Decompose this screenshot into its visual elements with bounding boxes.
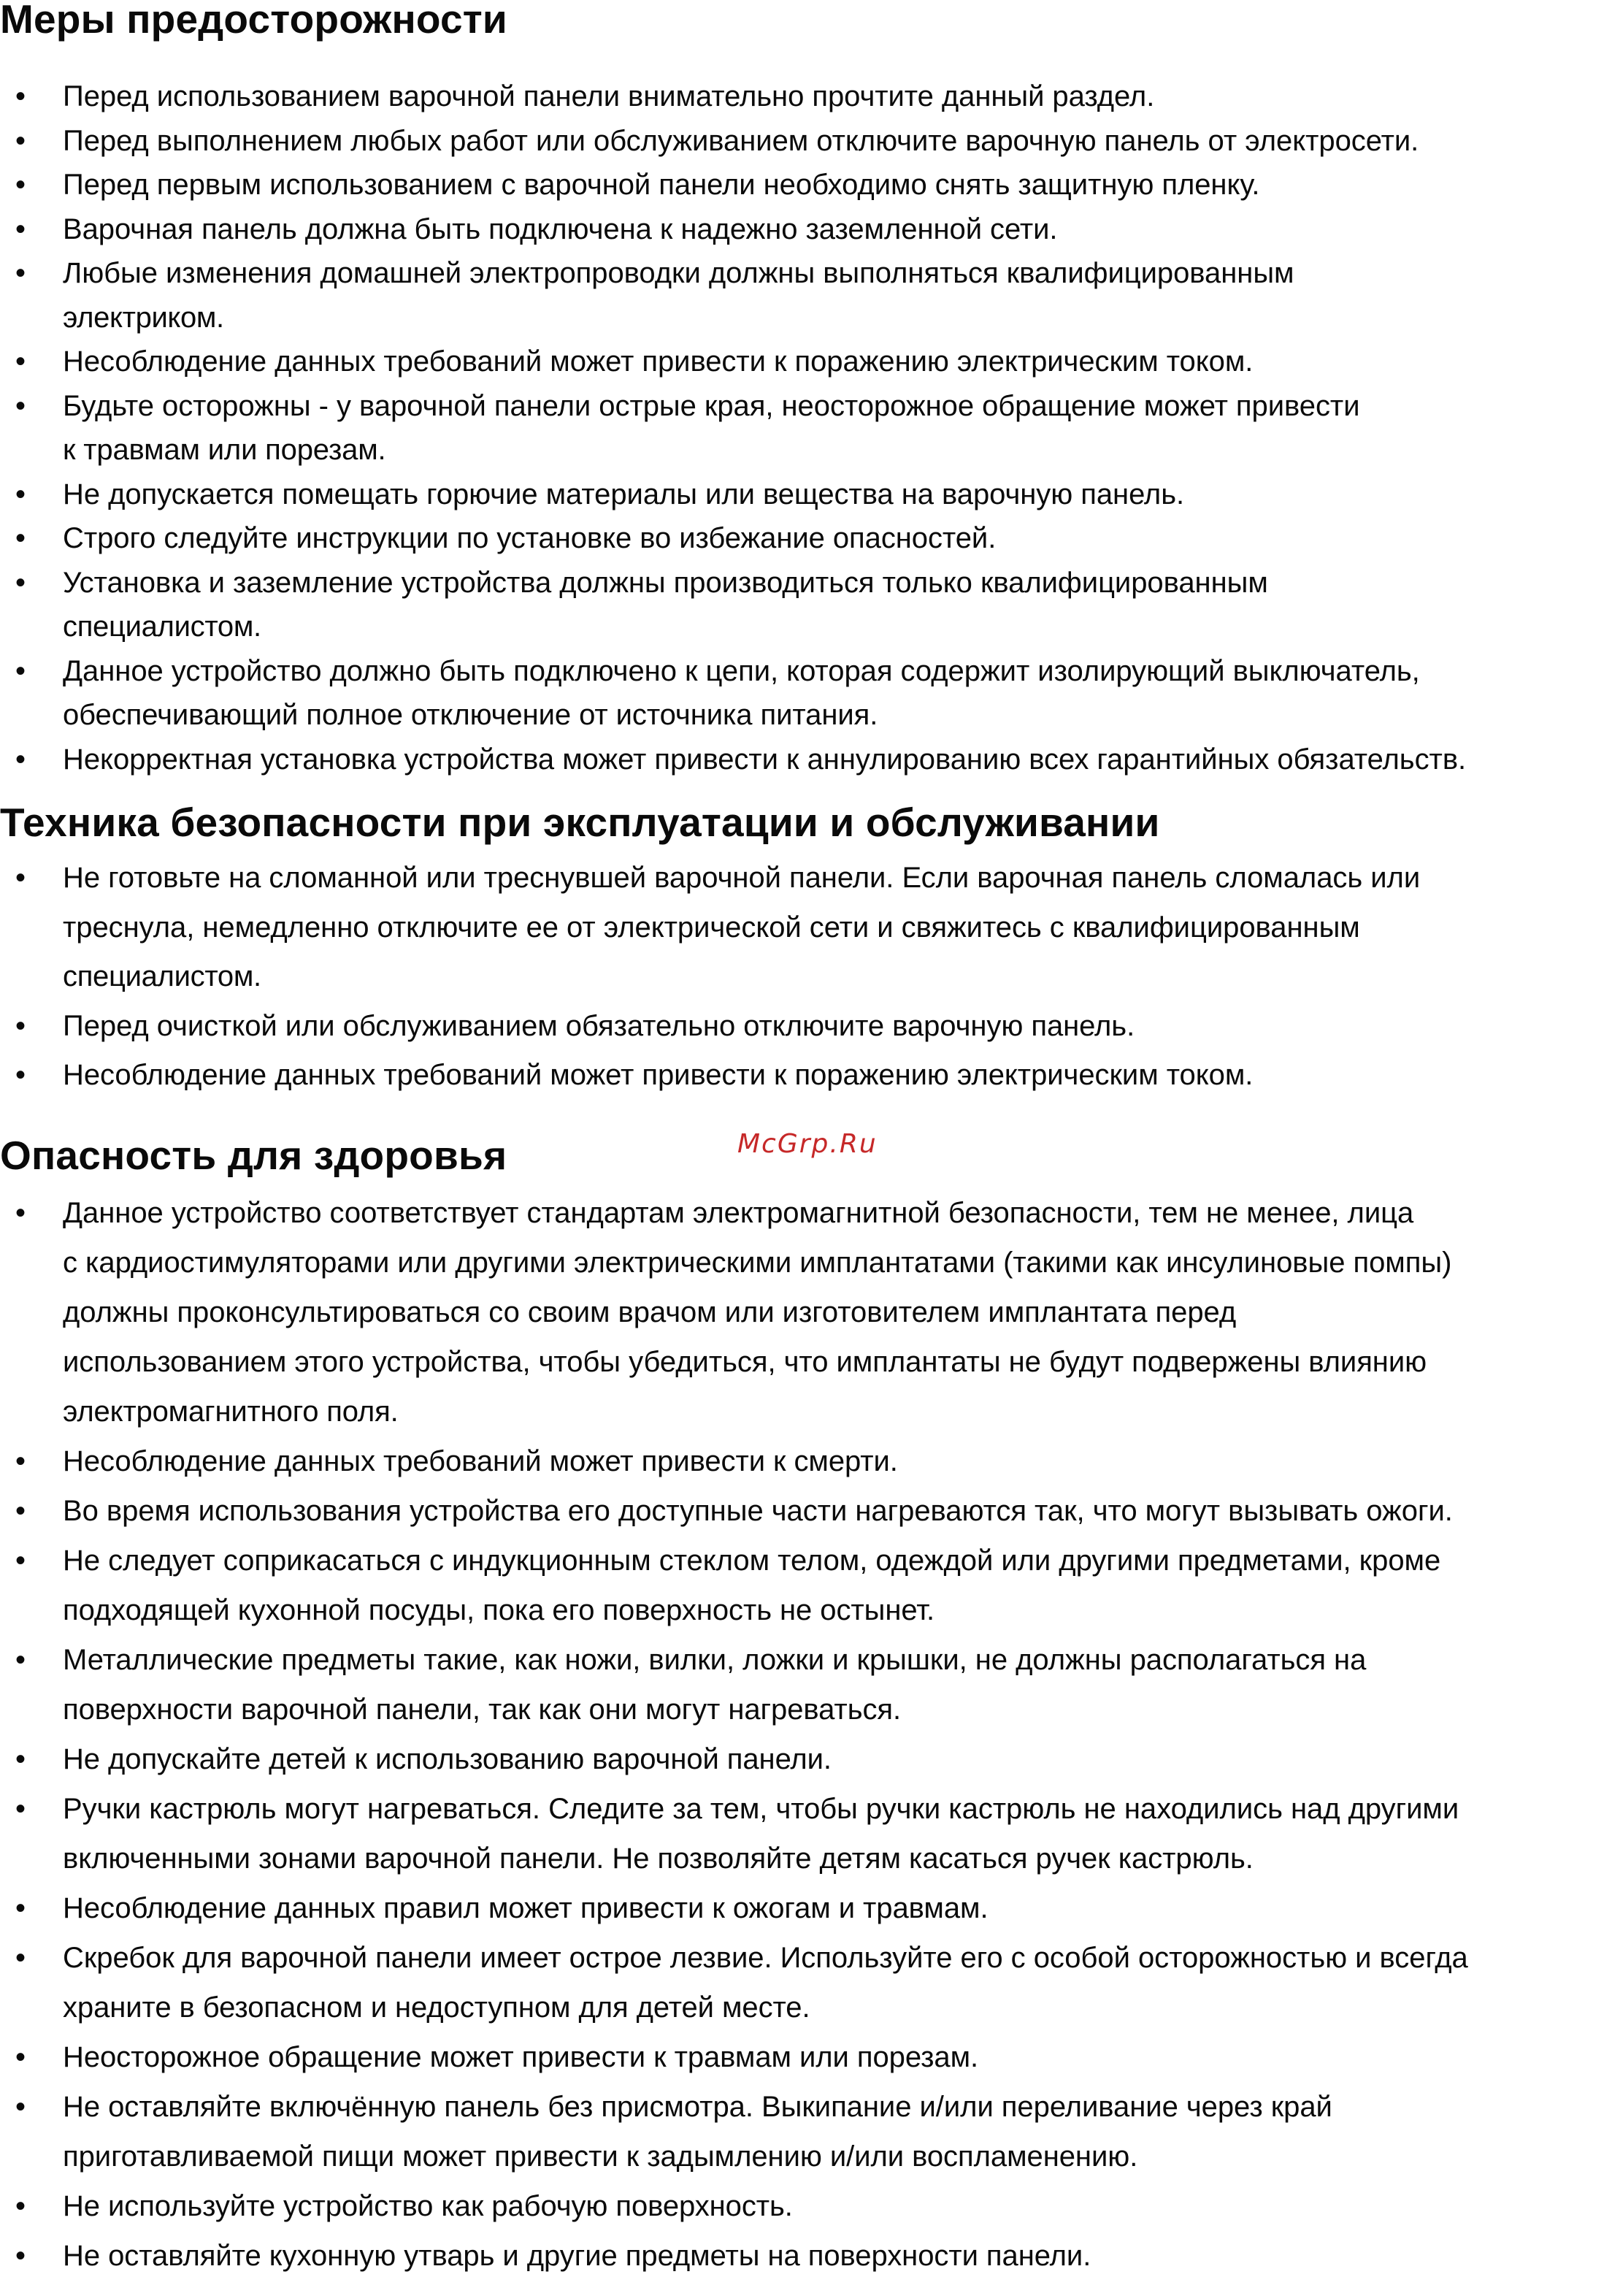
list-item: [0, 649, 1612, 738]
list-item: [0, 1002, 1612, 1052]
list-item-text: поверхности варочной панели, так как они могут нагреваться.: [63, 1694, 902, 1726]
bullet-list: [0, 854, 1612, 1101]
list-item-text: храните в безопасном и недоступном для детей месте.: [63, 1991, 810, 2024]
section-operation-safety: [0, 799, 1612, 1101]
bullet-icon: •: [15, 1793, 26, 1825]
list-item-text: Неосторожное обращение может привести к травмам или порезам.: [63, 2041, 979, 2073]
bullet-icon: •: [15, 1059, 26, 1091]
list-item-text: к травмам или порезам.: [63, 434, 386, 466]
list-item-text: Любые изменения домашней электропроводки должны выполняться квалифицированным: [63, 257, 1294, 289]
section-health-hazard: [0, 1132, 1612, 2281]
list-item-text: Металлические предметы такие, как ножи, вилки, ложки и крышки, не должны располагаться на: [63, 1644, 1367, 1676]
bullet-icon: •: [15, 654, 26, 687]
list-item: [0, 2231, 1612, 2281]
list-item-text: Несоблюдение данных правил может привести к ожогам и травмам.: [63, 1892, 989, 1924]
list-item-text: Перед первым использованием с варочной панели необходимо снять защитную пленку.: [63, 169, 1260, 201]
watermark-text: McGrp.Ru: [737, 1129, 878, 1159]
bullet-icon: •: [15, 2190, 26, 2222]
section-heading: Опасность для здоровья: [0, 1133, 507, 1178]
bullet-icon: •: [15, 522, 26, 554]
list-item: [0, 1536, 1612, 1635]
list-item-text: электриком.: [63, 301, 224, 334]
list-item-text: с кардиостимуляторами или другими электрическими имплантатами (такими как инсулиновые помпы): [63, 1247, 1452, 1279]
bullet-icon: •: [15, 1197, 26, 1229]
section-heading: Меры предосторожности: [0, 0, 507, 42]
list-item: [0, 516, 1612, 561]
list-item: [0, 1486, 1612, 1536]
list-item-text: Не оставляйте включённую панель без присмотра. Выкипание и/или переливание через край: [63, 2091, 1332, 2123]
list-item-text: Ручки кастрюль могут нагреваться. Следите за тем, чтобы ручки кастрюль не находились над другими: [63, 1793, 1459, 1825]
list-item-text: Не допускается помещать горючие материалы или вещества на варочную панель.: [63, 478, 1185, 510]
bullet-icon: •: [15, 345, 26, 378]
list-item-text: Варочная панель должна быть подключена к надежно заземленной сети.: [63, 213, 1058, 245]
list-item: [0, 163, 1612, 207]
list-item: [0, 340, 1612, 384]
bullet-icon: •: [15, 2240, 26, 2272]
list-item-text: Строго следуйте инструкции по установке во избежание опасностей.: [63, 522, 997, 554]
bullet-icon: •: [15, 124, 26, 157]
list-item-text: использованием этого устройства, чтобы убедиться, что имплантаты не будут подвержены влиянию: [63, 1346, 1427, 1378]
bullet-icon: •: [15, 1545, 26, 1577]
bullet-icon: •: [15, 1009, 26, 1042]
list-item: [0, 854, 1612, 1002]
bullet-icon: •: [15, 213, 26, 245]
list-item-text: включенными зонами варочной панели. Не позволяйте детям касаться ручек кастрюль.: [63, 1842, 1254, 1875]
bullet-icon: •: [15, 2041, 26, 2073]
list-item-text: Перед очисткой или обслуживанием обязательно отключите варочную панель.: [63, 1009, 1135, 1042]
section-precautions: [0, 0, 1612, 781]
list-item-text: специалистом.: [63, 611, 261, 643]
list-item: [0, 1436, 1612, 1486]
list-item: [0, 74, 1612, 119]
bullet-icon: •: [15, 80, 26, 112]
list-item-text: Не допускайте детей к использованию варочной панели.: [63, 1743, 832, 1775]
bullet-icon: •: [15, 862, 26, 894]
bullet-icon: •: [15, 257, 26, 289]
list-item: [0, 1784, 1612, 1883]
bullet-icon: •: [15, 1495, 26, 1527]
list-item: [0, 1635, 1612, 1734]
list-item-text: приготавливаемой пищи может привести к задымлению и/или воспламенению.: [63, 2140, 1138, 2173]
list-item: [0, 1051, 1612, 1101]
list-item-text: Перед выполнением любых работ или обслуживанием отключите варочную панель от электросети.: [63, 124, 1419, 157]
bullet-icon: •: [15, 743, 26, 776]
bullet-icon: •: [15, 1445, 26, 1477]
list-item: [0, 2082, 1612, 2181]
list-item: [0, 1883, 1612, 1933]
list-item-text: треснула, немедленно отключите ее от электрической сети и свяжитесь с квалифицированным: [63, 911, 1360, 944]
bullet-icon: •: [15, 1743, 26, 1775]
list-item-text: Перед использованием варочной панели внимательно прочтите данный раздел.: [63, 80, 1155, 112]
list-item-text: Будьте осторожны - у варочной панели острые края, неосторожное обращение может привести: [63, 389, 1360, 422]
list-item-text: должны проконсультироваться со своим врачом или изготовителем имплантата перед: [63, 1296, 1237, 1328]
list-item-text: Во время использования устройства его доступные части нагреваются так, что могут вызывать ожоги.: [63, 1495, 1453, 1527]
list-item: [0, 561, 1612, 649]
bullet-icon: •: [15, 389, 26, 422]
bullet-icon: •: [15, 478, 26, 510]
list-item-text: Скребок для варочной панели имеет острое лезвие. Используйте его с особой осторожностью и всегда: [63, 1942, 1468, 1974]
bullet-icon: •: [15, 1644, 26, 1676]
bullet-icon: •: [15, 169, 26, 201]
list-item-text: специалистом.: [63, 960, 261, 992]
section-heading: Техника безопасности при эксплуатации и обслуживании: [0, 800, 1160, 845]
list-item-text: Некорректная установка устройства может привести к аннулированию всех гарантийных обязательств.: [63, 743, 1467, 776]
list-item: [0, 738, 1612, 782]
list-item: [0, 1188, 1612, 1436]
list-item-text: Установка и заземление устройства должны производиться только квалифицированным: [63, 566, 1268, 599]
bullet-list: [0, 74, 1612, 781]
list-item: [0, 207, 1612, 252]
list-item: [0, 1734, 1612, 1784]
list-item: [0, 472, 1612, 517]
list-item-text: Не готовьте на сломанной или треснувшей варочной панели. Если варочная панель сломалась или: [63, 862, 1421, 894]
list-item-text: Данное устройство соответствует стандартам электромагнитной безопасности, тем не менее, лица: [63, 1197, 1414, 1229]
list-item-text: Несоблюдение данных требований может привести к смерти.: [63, 1445, 898, 1477]
list-item-text: Несоблюдение данных требований может привести к поражению электрическим током.: [63, 345, 1254, 378]
list-item: [0, 2032, 1612, 2082]
list-item: [0, 2181, 1612, 2231]
list-item-text: Не следует соприкасаться с индукционным стеклом телом, одеждой или другими предметами, кроме: [63, 1545, 1441, 1577]
list-item-text: подходящей кухонной посуды, пока его поверхность не остынет.: [63, 1594, 935, 1626]
bullet-icon: •: [15, 566, 26, 599]
list-item: [0, 119, 1612, 164]
list-item: [0, 1933, 1612, 2032]
bullet-icon: •: [15, 2091, 26, 2123]
list-item: [0, 251, 1612, 340]
list-item-text: Несоблюдение данных требований может привести к поражению электрическим током.: [63, 1059, 1254, 1091]
list-item-text: Не используйте устройство как рабочую поверхность.: [63, 2190, 793, 2222]
list-item: [0, 384, 1612, 472]
bullet-icon: •: [15, 1892, 26, 1924]
bullet-list: [0, 1188, 1612, 2281]
list-item-text: обеспечивающий полное отключение от источника питания.: [63, 699, 878, 731]
list-item-text: Не оставляйте кухонную утварь и другие предметы на поверхности панели.: [63, 2240, 1091, 2272]
list-item-text: электромагнитного поля.: [63, 1396, 399, 1428]
bullet-icon: •: [15, 1942, 26, 1974]
list-item-text: Данное устройство должно быть подключено к цепи, которая содержит изолирующий выключатель,: [63, 654, 1420, 687]
